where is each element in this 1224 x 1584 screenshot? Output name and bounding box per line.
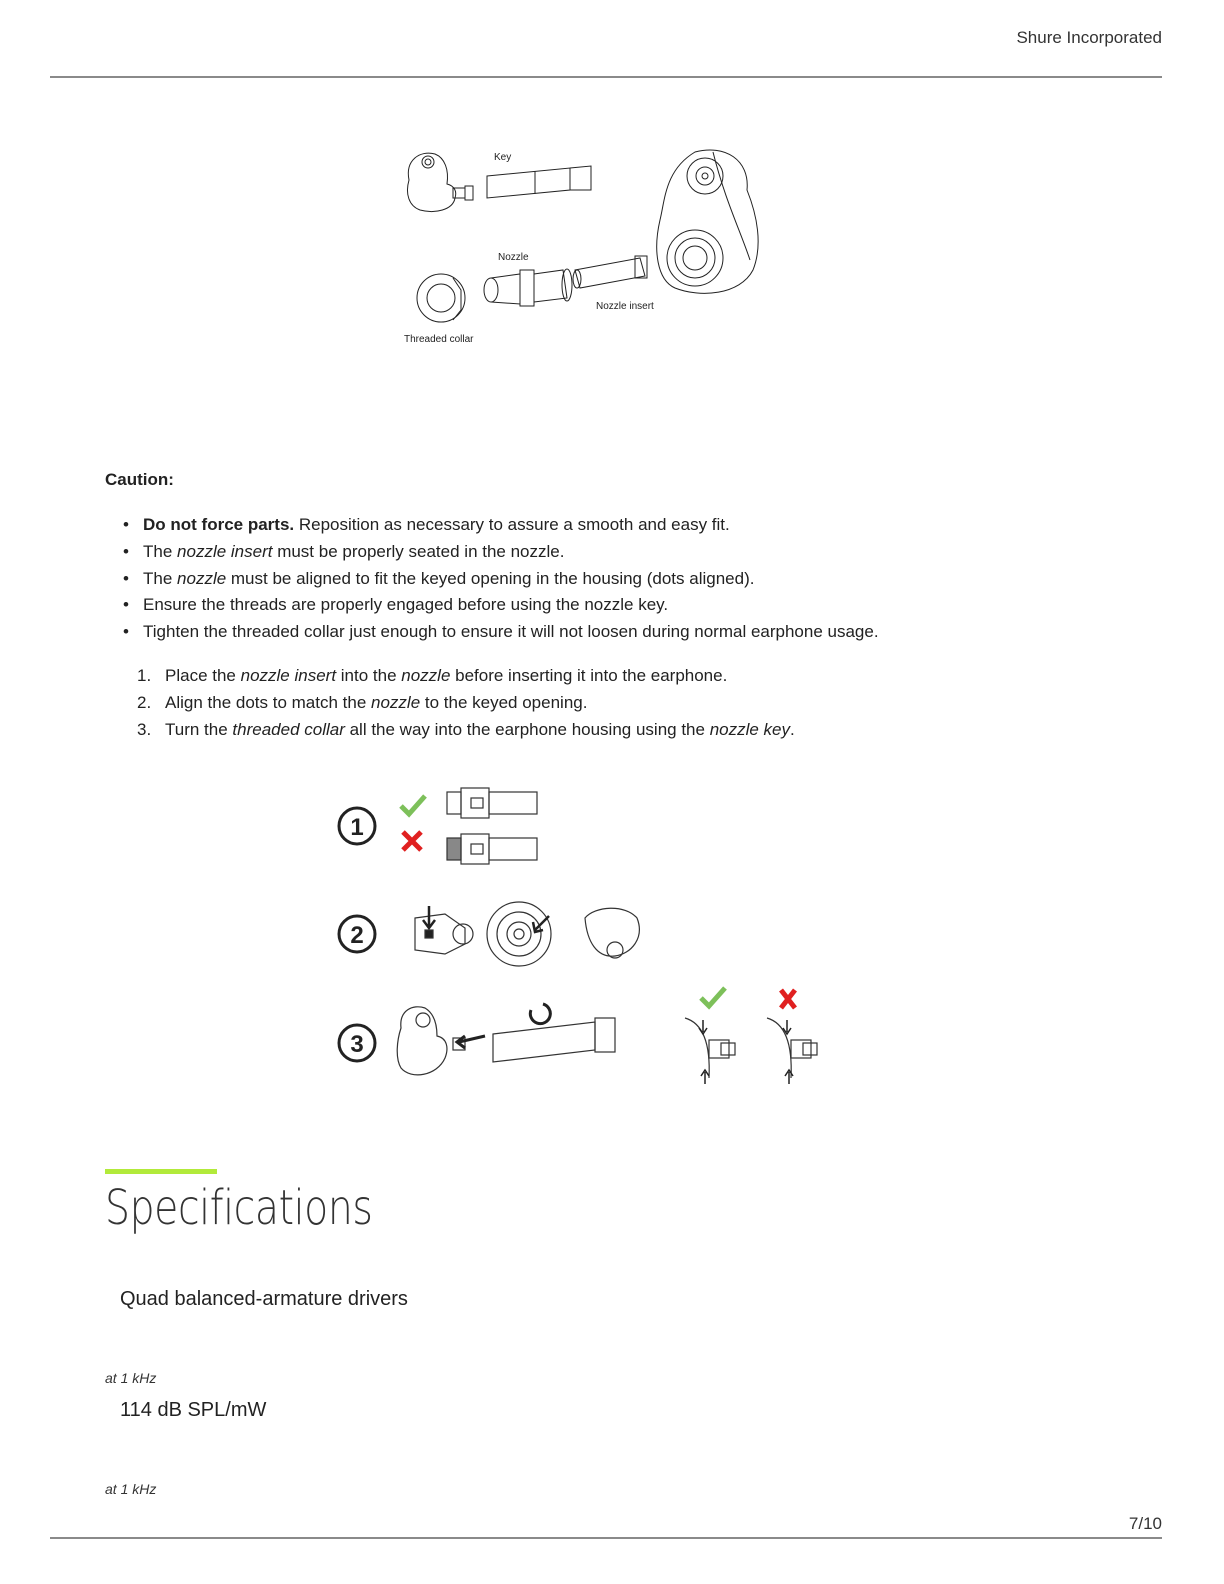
spec-driver-value: Quad balanced-armature drivers [120, 1288, 408, 1310]
step-2-number: 2 [350, 922, 364, 949]
label-nozzle-insert: Nozzle insert [596, 301, 654, 312]
step-item: 3. Turn the threaded collar all the way into the earphone housing using the nozzle key. [137, 719, 795, 739]
spec-note: at 1 kHz [105, 1370, 157, 1386]
cross-icon [781, 990, 795, 1008]
list-item: • Ensure the threads are properly engaged before using the nozzle key. [105, 594, 879, 621]
exploded-parts-figure [395, 140, 775, 355]
assembly-steps-figure [325, 778, 835, 1093]
list-item: • Do not force parts. Reposition as necessary to assure a smooth and easy fit. [105, 514, 879, 541]
check-icon [701, 988, 725, 1006]
label-key: Key [494, 152, 512, 163]
footer-rule [50, 1537, 1162, 1539]
caution-list [105, 514, 879, 648]
page-number: 7/10 [1128, 1514, 1162, 1533]
label-nozzle: Nozzle [498, 252, 529, 263]
step-item: 1. Place the nozzle insert into the nozzle before inserting it into the earphone. [137, 666, 728, 685]
cross-icon [403, 832, 421, 850]
list-item: • The nozzle must be aligned to fit the keyed opening in the housing (dots aligned). [105, 568, 879, 595]
section-accent-bar [105, 1169, 217, 1174]
check-icon [401, 796, 425, 814]
list-item: • Tighten the threaded collar just enough to ensure it will not loosen during normal earphone usage. [105, 621, 879, 648]
list-item: • The nozzle insert must be properly seated in the nozzle. [105, 541, 879, 568]
label-threaded-collar: Threaded collar [404, 334, 474, 345]
spec-sensitivity-value: 114 dB SPL/mW [120, 1399, 267, 1421]
step-1-number: 1 [350, 814, 364, 841]
spec-note: at 1 kHz [105, 1481, 157, 1497]
step-3-number: 3 [350, 1031, 364, 1058]
header-company: Shure Incorporated [1016, 28, 1162, 47]
header-rule [50, 76, 1162, 78]
caution-title: Caution: [105, 470, 174, 489]
rotate-icon [530, 1004, 550, 1024]
instruction-steps [105, 665, 795, 745]
specifications-title: Specifications [105, 1180, 373, 1236]
step-item: 2. Align the dots to match the nozzle to the keyed opening. [137, 692, 588, 712]
